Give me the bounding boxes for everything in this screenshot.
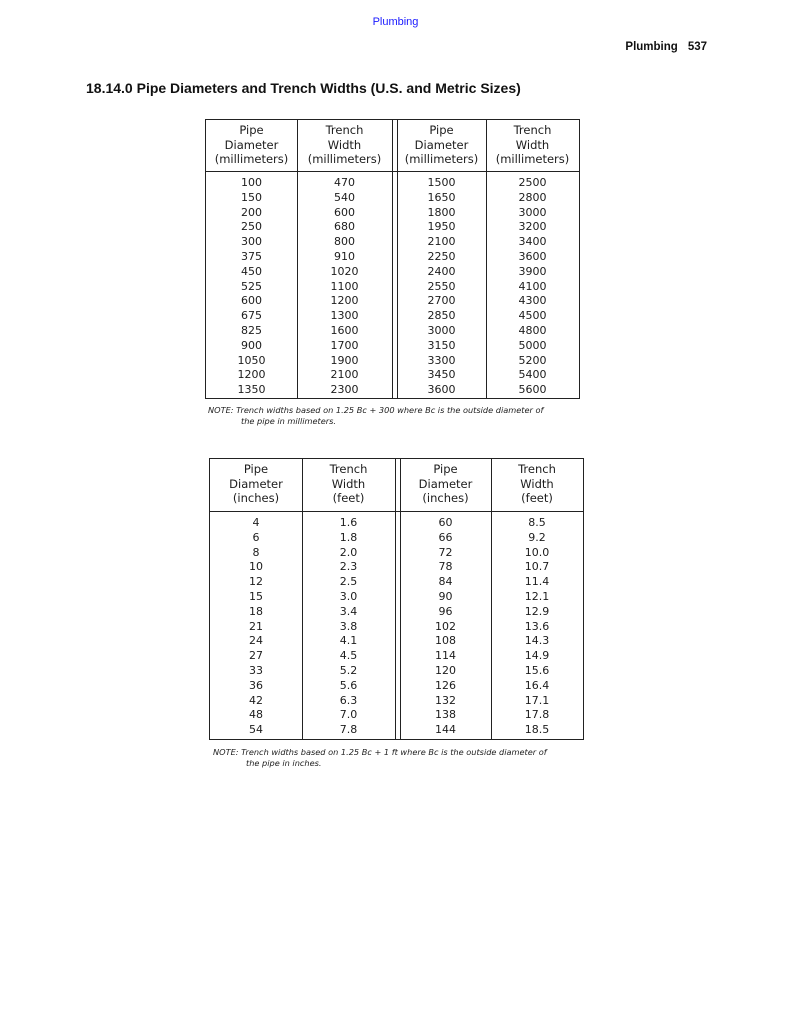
column-header-line: Diameter <box>414 137 469 152</box>
table-cell: 1600 <box>330 323 359 337</box>
table-cell: 150 <box>241 190 262 204</box>
table-cell: 540 <box>334 190 355 204</box>
table-column <box>206 176 297 398</box>
table-cell: 2.5 <box>339 575 358 589</box>
column-header-line: Diameter <box>418 476 473 491</box>
table-cell: 2850 <box>427 309 456 323</box>
table-cell: 300 <box>241 235 262 249</box>
table-cell: 4300 <box>518 294 547 308</box>
table-cell: 3600 <box>427 383 456 397</box>
table-cell: 2400 <box>427 264 456 278</box>
table-cell: 825 <box>241 323 262 337</box>
table-cell: 1050 <box>237 353 266 367</box>
table-cell: 144 <box>435 723 456 737</box>
column-header-line: Width <box>515 137 550 152</box>
table-cell: 2100 <box>330 368 359 382</box>
plumbing-link[interactable]: Plumbing <box>372 16 419 28</box>
us-note-line1: NOTE: Trench widths based on 1.25 Bc + 1 ft where Bc is the outside diameter of <box>213 747 547 757</box>
table-cell: 18 <box>249 604 263 618</box>
table-cell: 525 <box>241 279 262 293</box>
column-header <box>297 123 392 167</box>
table-cell: 2300 <box>330 383 359 397</box>
table-cell: 24 <box>249 634 263 648</box>
column-header <box>400 462 491 506</box>
table-cell: 6.3 <box>339 693 358 707</box>
table-column <box>302 516 395 738</box>
table-cell: 600 <box>241 294 262 308</box>
table-cell: 21 <box>249 619 263 633</box>
table-cell: 680 <box>334 220 355 234</box>
table-cell: 14.3 <box>524 634 550 648</box>
table-cell: 14.9 <box>524 649 550 663</box>
running-title: Plumbing <box>625 41 678 53</box>
column-header-line: (inches) <box>232 491 280 505</box>
metric-table <box>205 119 580 399</box>
table-cell: 1200 <box>330 294 359 308</box>
table-cell: 3600 <box>518 249 547 263</box>
table-cell: 10 <box>249 560 263 574</box>
column-header <box>397 123 486 167</box>
table-cell: 4.5 <box>339 649 358 663</box>
table-cell: 4 <box>252 516 260 529</box>
table-cell: 138 <box>435 708 456 722</box>
table-cell: 15 <box>249 589 263 603</box>
table-cell: 7.8 <box>339 723 358 737</box>
table-cell: 15.6 <box>524 663 550 677</box>
table-cell: 1800 <box>427 205 456 219</box>
table-cell: 5200 <box>518 353 547 367</box>
table-cell: 60 <box>438 516 453 529</box>
table-cell: 3450 <box>427 368 456 382</box>
table-cell: 5.2 <box>339 663 358 677</box>
table-cell: 3400 <box>518 235 547 249</box>
table-cell: 2250 <box>427 249 456 263</box>
table-cell: 4500 <box>518 309 547 323</box>
table-cell: 108 <box>435 634 456 648</box>
table-cell: 450 <box>241 264 262 278</box>
column-header-line: Diameter <box>229 476 283 491</box>
table-cell: 5400 <box>518 368 547 382</box>
table-cell: 10.0 <box>524 545 550 559</box>
table-cell: 1350 <box>237 383 266 397</box>
table-column <box>297 176 392 398</box>
table-cell: 5000 <box>518 338 547 352</box>
table-cell: 12.9 <box>524 604 550 618</box>
table-cell: 66 <box>438 530 453 544</box>
column-header-line: (millimeters) <box>307 152 382 166</box>
table-cell: 3000 <box>518 205 547 219</box>
table-cell: 11.4 <box>524 575 550 589</box>
column-header-line: Pipe <box>429 123 454 137</box>
table-cell: 126 <box>435 678 456 692</box>
table-cell: 4100 <box>518 279 547 293</box>
table-cell: 132 <box>435 693 456 707</box>
table-cell: 2.0 <box>339 545 358 559</box>
metric-table-note <box>208 405 543 427</box>
table-column <box>210 516 302 738</box>
table-cell: 375 <box>241 249 262 263</box>
table-cell: 600 <box>334 205 355 219</box>
metric-note-line1: NOTE: Trench widths based on 1.25 Bc + 300 where Bc is the outside diameter of <box>208 405 544 415</box>
column-header <box>486 123 579 167</box>
table-cell: 1900 <box>330 353 359 367</box>
table-cell: 3150 <box>427 338 456 352</box>
metric-note-line2: the pipe in millimeters. <box>241 416 336 426</box>
table-cell: 2700 <box>427 294 456 308</box>
table-cell: 33 <box>249 663 263 677</box>
table-cell: 675 <box>241 309 262 323</box>
table-cell: 3900 <box>518 264 547 278</box>
column-header <box>206 123 297 167</box>
column-header-line: (millimeters) <box>404 152 479 166</box>
table-cell: 3200 <box>518 220 547 234</box>
table-cell: 1650 <box>427 190 456 204</box>
table-cell: 800 <box>334 235 355 249</box>
table-cell: 6 <box>252 530 260 544</box>
table-cell: 17.1 <box>524 693 550 707</box>
table-cell: 2.3 <box>339 560 358 574</box>
table-cell: 2800 <box>518 190 547 204</box>
table-cell: 54 <box>249 723 263 737</box>
table-cell: 120 <box>435 663 456 677</box>
table-cell: 42 <box>249 693 263 707</box>
column-header-line: Width <box>520 476 554 491</box>
column-header <box>302 462 395 506</box>
column-header-line: Diameter <box>224 137 279 152</box>
table-cell: 5600 <box>518 383 547 397</box>
column-header <box>210 462 302 506</box>
table-column <box>397 176 486 398</box>
column-header-line: (millimeters) <box>214 152 289 166</box>
table-cell: 250 <box>241 220 262 234</box>
column-header-line: Width <box>331 476 366 491</box>
table-cell: 78 <box>438 560 453 574</box>
table-cell: 8.5 <box>528 516 546 529</box>
table-cell: 4800 <box>518 323 547 337</box>
table-column <box>400 516 491 738</box>
table-cell: 16.4 <box>524 678 550 692</box>
us-table <box>209 458 584 740</box>
table-cell: 2550 <box>427 279 456 293</box>
section-title: 18.14.0 Pipe Diameters and Trench Widths (U.S. and Metric Sizes) <box>86 80 521 96</box>
table-cell: 27 <box>249 649 263 663</box>
table-cell: 3.4 <box>339 604 358 618</box>
table-cell: 1100 <box>330 279 359 293</box>
table-cell: 1.6 <box>339 516 358 529</box>
column-header-line: Pipe <box>239 123 264 137</box>
table-cell: 100 <box>241 176 262 189</box>
table-cell: 48 <box>249 708 263 722</box>
us-note-line2: the pipe in inches. <box>246 758 322 768</box>
table-cell: 1200 <box>237 368 266 382</box>
table-cell: 3300 <box>427 353 456 367</box>
table-cell: 36 <box>249 678 263 692</box>
table-cell: 1700 <box>330 338 359 352</box>
table-column <box>486 176 579 398</box>
table-cell: 1020 <box>330 264 359 278</box>
table-cell: 1500 <box>427 176 456 189</box>
table-cell: 13.6 <box>524 619 550 633</box>
table-cell: 114 <box>435 649 456 663</box>
table-cell: 12 <box>249 575 263 589</box>
table-cell: 4.1 <box>339 634 358 648</box>
page-number: 537 <box>687 41 707 53</box>
table-cell: 84 <box>438 575 453 589</box>
table-column <box>491 516 583 738</box>
table-cell: 5.6 <box>339 678 358 692</box>
table-cell: 470 <box>334 176 355 189</box>
table-cell: 1950 <box>427 220 456 234</box>
us-table-note <box>213 747 547 769</box>
column-header-line: Trench <box>513 123 552 137</box>
column-header-line: (millimeters) <box>495 152 570 166</box>
table-cell: 12.1 <box>524 589 550 603</box>
table-cell: 1.8 <box>339 530 358 544</box>
table-cell: 10.7 <box>524 560 550 574</box>
table-cell: 17.8 <box>524 708 550 722</box>
column-header-line: Pipe <box>433 462 458 476</box>
table-cell: 2500 <box>518 176 547 189</box>
table-cell: 3.0 <box>339 589 358 603</box>
column-header-line: (inches) <box>422 491 469 505</box>
table-cell: 18.5 <box>524 723 550 737</box>
table-cell: 7.0 <box>339 708 358 722</box>
table-cell: 96 <box>438 604 453 618</box>
table-cell: 8 <box>252 545 260 559</box>
table-cell: 90 <box>438 589 453 603</box>
column-header-line: (feet) <box>521 491 553 505</box>
table-cell: 9.2 <box>528 530 546 544</box>
table-cell: 102 <box>435 619 456 633</box>
column-header-line: Trench <box>325 123 364 137</box>
table-cell: 3.8 <box>339 619 358 633</box>
column-header-line: Trench <box>329 462 368 476</box>
column-header-line: Pipe <box>243 462 269 476</box>
table-cell: 3000 <box>427 323 456 337</box>
column-header-line: Width <box>327 137 362 152</box>
column-header <box>491 462 583 506</box>
table-cell: 910 <box>334 249 355 263</box>
column-header-line: Trench <box>518 462 556 476</box>
table-cell: 2100 <box>427 235 456 249</box>
table-cell: 1300 <box>330 309 359 323</box>
column-header-line: (feet) <box>332 491 365 505</box>
running-head <box>625 41 707 53</box>
table-cell: 900 <box>241 338 262 352</box>
table-cell: 72 <box>438 545 453 559</box>
table-cell: 200 <box>241 205 262 219</box>
